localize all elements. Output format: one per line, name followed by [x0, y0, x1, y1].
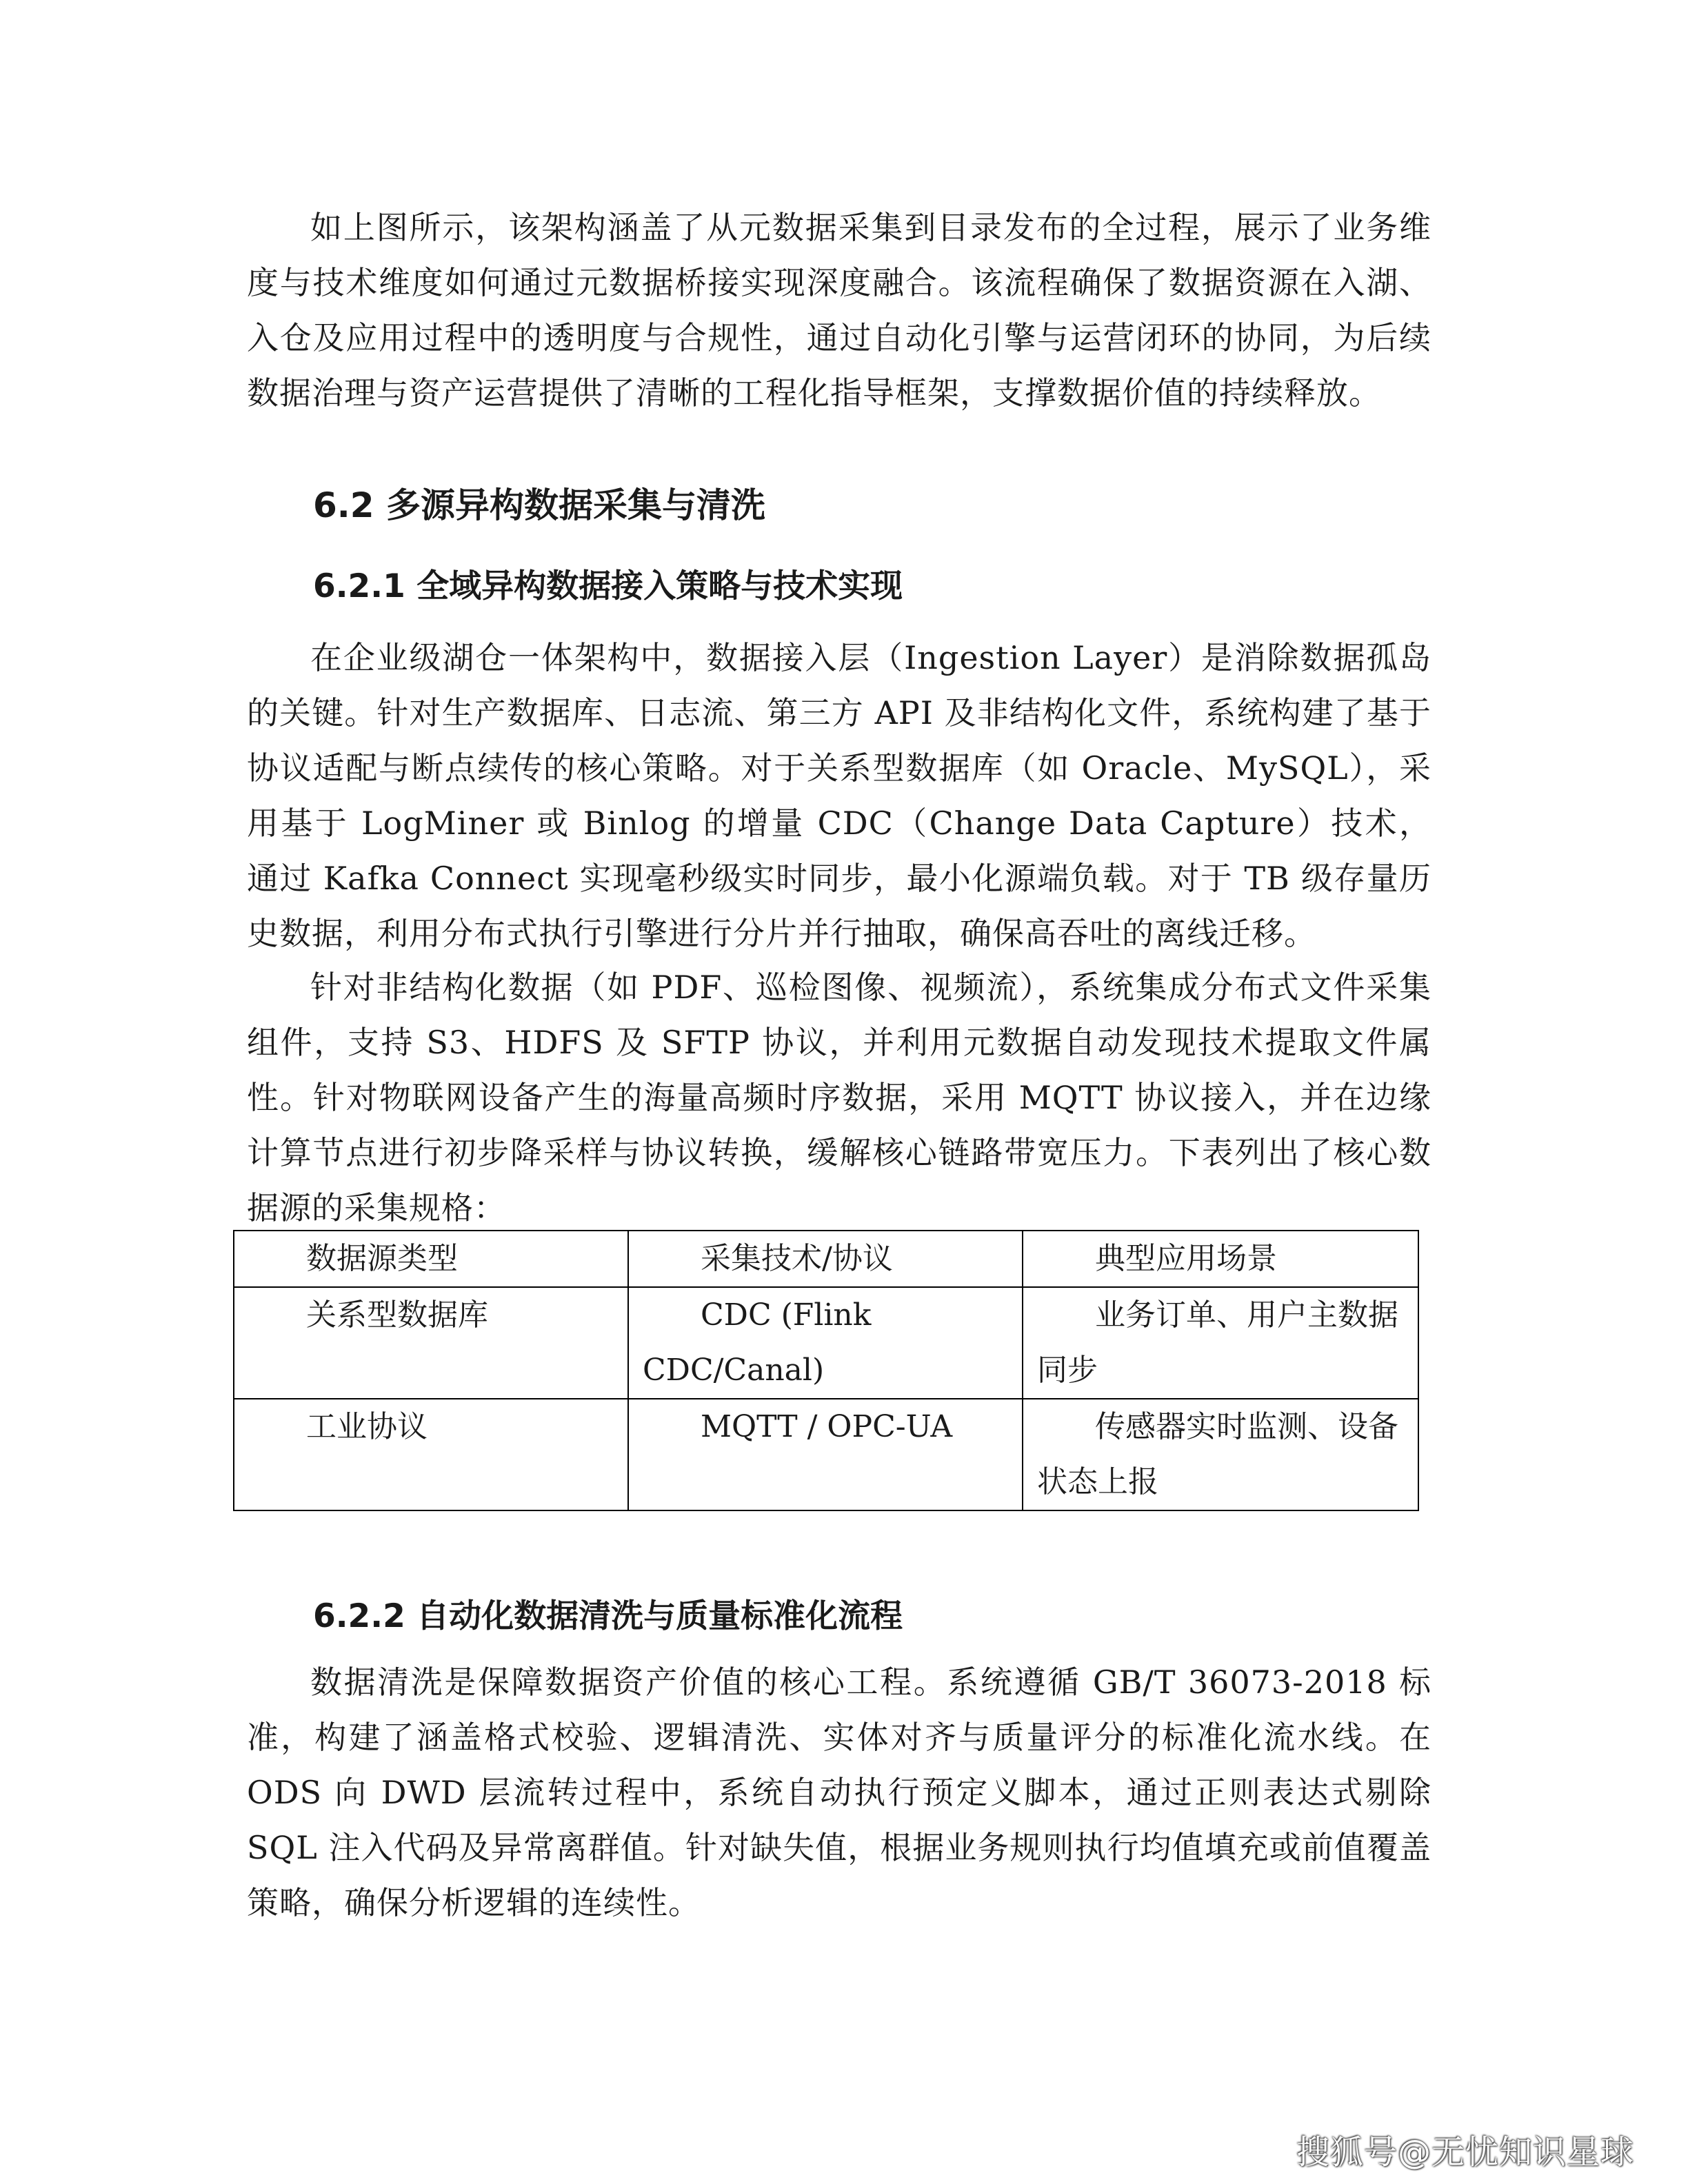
- table-row: [234, 1399, 1418, 1510]
- table-row: [234, 1287, 1418, 1399]
- table-header-cell: 采集技术/协议: [628, 1231, 1023, 1287]
- section-6-2-1-heading: 6.2.1 全域异构数据接入策略与技术实现: [313, 567, 903, 605]
- watermark-text: 搜狐号@无忧知识星球: [1296, 2133, 1634, 2172]
- table-cell: 工业协议: [234, 1399, 628, 1510]
- section-6-2-heading: 6.2 多源异构数据采集与清洗: [313, 485, 765, 525]
- table-cell: 关系型数据库: [234, 1287, 628, 1399]
- paragraph-data-cleansing: 数据清洗是保障数据资产价值的核心工程。系统遵循 GB/T 36073-2018 标准，构建了涵盖格式校验、逻辑清洗、实体对齐与质量评分的标准化流水线。在 ODS 向 DWD 层流转过程中，系统自动执行预定义脚本，通过正则表达式剔除 SQL 注入代码及异常离群值。针对缺失值，根据业务规则执行均值填充或前值覆盖策略，确保分析逻辑的连续性。: [247, 1664, 1431, 1921]
- table-header-cell: 数据源类型: [234, 1231, 628, 1287]
- table-cell: 业务订单、用户主数据同步: [1023, 1287, 1418, 1399]
- table-cell: MQTT / OPC-UA: [628, 1399, 1023, 1510]
- table-cell: CDC (Flink CDC/Canal): [628, 1287, 1023, 1399]
- table-cell: 传感器实时监测、设备状态上报: [1023, 1399, 1418, 1510]
- intro-paragraph: 如上图所示，该架构涵盖了从元数据采集到目录发布的全过程，展示了业务维度与技术维度如何通过元数据桥接实现深度融合。该流程确保了数据资源在入湖、入仓及应用过程中的透明度与合规性，通过自动化引擎与运营闭环的协同，为后续数据治理与资产运营提供了清晰的工程化指导框架，支撑数据价值的持续释放。: [247, 209, 1431, 412]
- data-source-spec-table: [233, 1230, 1419, 1511]
- paragraph-ingestion-strategy: 在企业级湖仓一体架构中，数据接入层（Ingestion Layer）是消除数据孤岛的关键。针对生产数据库、日志流、第三方 API 及非结构化文件，系统构建了基于协议适配与断点续传的核心策略。对于关系型数据库（如 Oracle、MySQL），采用基于 LogMiner 或 Binlog 的增量 CDC（Change Data Capture）技术，通过 Kafka Connect 实现毫秒级实时同步，最小化源端负载。对于 TB 级存量历史数据，利用分布式执行引擎进行分片并行抽取，确保高吞吐的离线迁移。: [247, 639, 1431, 952]
- table-header-cell: 典型应用场景: [1023, 1231, 1418, 1287]
- section-6-2-2-heading: 6.2.2 自动化数据清洗与质量标准化流程: [313, 1597, 903, 1635]
- paragraph-unstructured-data: 针对非结构化数据（如 PDF、巡检图像、视频流），系统集成分布式文件采集组件，支持 S3、HDFS 及 SFTP 协议，并利用元数据自动发现技术提取文件属性。针对物联网设备产生的海量高频时序数据，采用 MQTT 协议接入，并在边缘计算节点进行初步降采样与协议转换，缓解核心链路带宽压力。下表列出了核心数据源的采集规格：: [247, 969, 1431, 1226]
- table-header-row: [234, 1231, 1418, 1287]
